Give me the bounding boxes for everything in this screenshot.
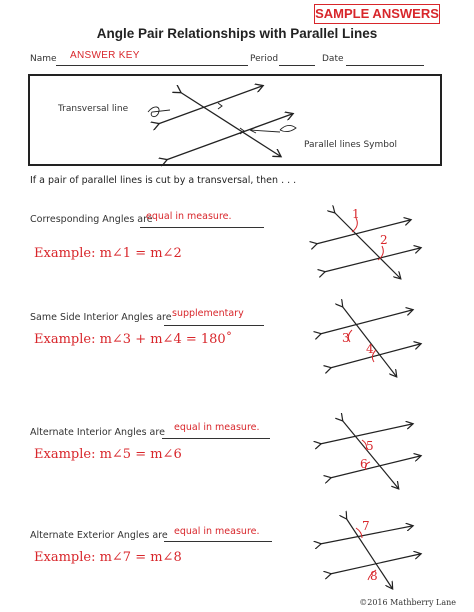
angle-2-label: 2 — [380, 233, 388, 247]
angle-5-label: 5 — [366, 439, 374, 453]
corresponding-diagram — [300, 200, 430, 280]
parallel-line-top — [158, 86, 262, 124]
transversal-label: Transversal line — [58, 104, 129, 114]
alternate-interior-answer: equal in measure. — [174, 422, 260, 433]
parallel-symbol-label: Parallel lines Symbol — [304, 140, 397, 150]
angle-4-label: 4 — [366, 342, 374, 356]
name-value: ANSWER KEY — [70, 50, 140, 61]
name-label: Name — [30, 54, 57, 64]
parallel-line-bottom — [166, 114, 292, 160]
period-label: Period — [250, 54, 279, 64]
alternate-exterior-example: Example: m∠7 = m∠8 — [34, 550, 182, 565]
alternate-exterior-diagram — [300, 512, 430, 592]
intro-text: If a pair of parallel lines is cut by a transversal, then . . . — [30, 175, 297, 186]
same-side-diagram — [300, 298, 430, 378]
angle-1-label: 1 — [352, 207, 360, 221]
same-side-answer: supplementary — [172, 308, 244, 319]
alternate-exterior-answer: equal in measure. — [174, 526, 260, 537]
corresponding-label: Corresponding Angles are — [30, 214, 153, 225]
alternate-interior-example: Example: m∠5 = m∠6 — [34, 447, 182, 462]
corresponding-answer: equal in measure. — [146, 211, 232, 222]
copyright: ©2016 Mathberry Lane — [359, 598, 456, 607]
angle-8-label: 8 — [370, 569, 378, 583]
same-side-example: Example: m∠3 + m∠4 = 180˚ — [34, 332, 233, 347]
alternate-interior-label: Alternate Interior Angles are — [30, 427, 165, 438]
angle-7-label: 7 — [362, 519, 370, 533]
date-label: Date — [322, 54, 344, 64]
sample-answers-badge: SAMPLE ANSWERS — [314, 4, 440, 24]
alternate-interior-diagram — [300, 412, 430, 492]
corresponding-example: Example: m∠1 = m∠2 — [34, 246, 182, 261]
same-side-label: Same Side Interior Angles are — [30, 312, 172, 323]
arrow-icon — [250, 130, 280, 132]
angle-3-label: 3 — [342, 331, 350, 345]
swirl-arrow-icon — [148, 107, 170, 117]
alternate-exterior-label: Alternate Exterior Angles are — [30, 530, 168, 541]
angle-6-label: 6 — [360, 457, 368, 471]
parallel-mark-1 — [218, 103, 222, 109]
page-title: Angle Pair Relationships with Parallel Lines — [96, 26, 378, 41]
